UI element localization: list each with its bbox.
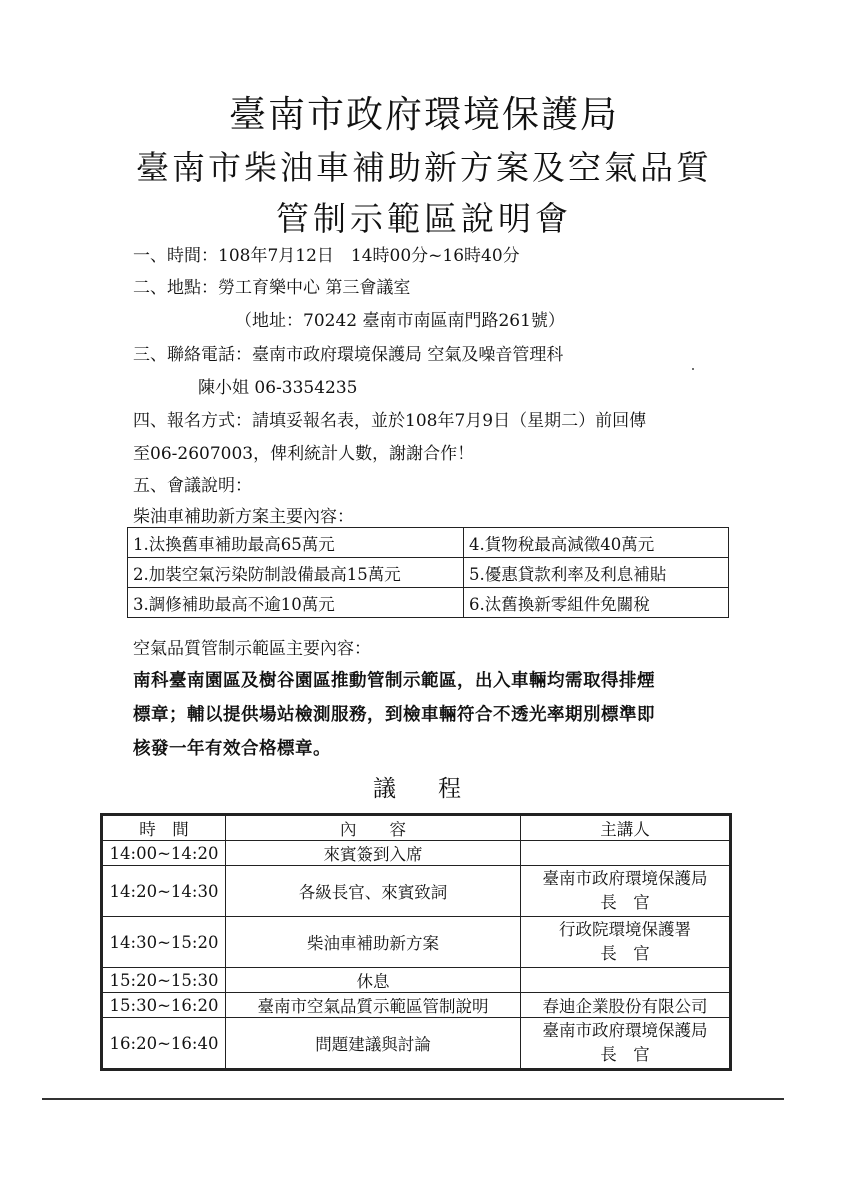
agenda-content: 各級長官、來賓致詞 <box>226 866 521 917</box>
event-title-line2: 管制示範區說明會 <box>276 199 572 238</box>
table-row <box>128 558 729 588</box>
agenda-speaker <box>521 968 731 993</box>
info-time: 一、時間：108年7月12日 14時00分~16時40分 <box>133 246 520 266</box>
table-row <box>128 588 729 618</box>
agenda-time: 15:30~16:20 <box>102 993 226 1018</box>
info-address: （地址：70242 臺南市南區南門路261號） <box>235 311 565 331</box>
speaker-org: 行政院環境保護署 <box>559 920 691 939</box>
agenda-time: 15:20~15:30 <box>102 968 226 993</box>
zone-text-line1: 南科臺南園區及樹谷園區推動管制示範區，出入車輛均需取得排煙 <box>133 671 655 691</box>
info-signup-line2: 至06-2607003，俾利統計人數，謝謝合作！ <box>133 444 475 464</box>
footer-divider <box>42 1098 784 1100</box>
scan-speck <box>692 368 694 370</box>
table-row <box>102 841 731 866</box>
agenda-content: 休息 <box>226 968 521 993</box>
table-row <box>102 866 731 917</box>
agenda-speaker <box>521 917 731 968</box>
subsidy-heading: 柴油車補助新方案主要內容： <box>133 507 354 527</box>
agenda-time: 14:30~15:20 <box>102 917 226 968</box>
info-contact: 三、聯絡電話：臺南市政府環境保護局 空氣及噪音管理科 <box>133 345 564 365</box>
speaker-org: 臺南市政府環境保護局 <box>542 1021 708 1040</box>
event-title-line1: 臺南市柴油車補助新方案及空氣品質 <box>136 148 712 187</box>
speaker-title: 長 官 <box>600 944 650 963</box>
agenda-content: 來賓簽到入席 <box>226 841 521 866</box>
agenda-content: 問題建議與討論 <box>226 1018 521 1070</box>
agenda-time: 14:00~14:20 <box>102 841 226 866</box>
info-signup-line1: 四、報名方式：請填妥報名表，並於108年7月9日（星期二）前回傳 <box>133 411 647 431</box>
agenda-speaker <box>521 866 731 917</box>
agenda-time: 14:20~14:30 <box>102 866 226 917</box>
agenda-speaker <box>521 841 731 866</box>
agenda-speaker <box>521 993 731 1018</box>
agenda-table <box>100 813 732 1071</box>
table-cell: 1.汰換舊車補助最高65萬元 <box>128 528 464 558</box>
agenda-content: 柴油車補助新方案 <box>226 917 521 968</box>
table-row <box>102 968 731 993</box>
agenda-speaker <box>521 1018 731 1070</box>
table-row <box>128 528 729 558</box>
info-place: 二、地點：勞工育樂中心 第三會議室 <box>133 278 411 298</box>
header-content: 內 容 <box>226 815 521 841</box>
zone-text-line2: 標章；輔以提供場站檢測服務，到檢車輛符合不透光率期別標準即 <box>133 705 655 725</box>
subsidy-table <box>127 527 729 618</box>
agenda-header-row <box>102 815 731 841</box>
speaker-title: 長 官 <box>600 1045 650 1064</box>
org-title: 臺南市政府環境保護局 <box>229 93 619 136</box>
table-cell: 5.優惠貸款利率及利息補貼 <box>464 558 729 588</box>
table-cell: 2.加裝空氣污染防制設備最高15萬元 <box>128 558 464 588</box>
table-cell: 3.調修補助最高不逾10萬元 <box>128 588 464 618</box>
zone-text-line3: 核發一年有效合格標章。 <box>133 739 331 759</box>
agenda-time: 16:20~16:40 <box>102 1018 226 1070</box>
table-row <box>102 917 731 968</box>
info-description: 五、會議說明： <box>133 476 252 496</box>
speaker-title: 長 官 <box>600 893 650 912</box>
table-cell: 4.貨物稅最高減徵40萬元 <box>464 528 729 558</box>
speaker-org: 春迪企業股份有限公司 <box>542 997 708 1016</box>
header-time: 時 間 <box>102 815 226 841</box>
speaker-org: 臺南市政府環境保護局 <box>542 869 708 888</box>
info-contact-person: 陳小姐 06-3354235 <box>198 378 358 398</box>
table-row <box>102 1018 731 1070</box>
table-row <box>102 993 731 1018</box>
agenda-content: 臺南市空氣品質示範區管制說明 <box>226 993 521 1018</box>
table-cell: 6.汰舊換新零組件免關稅 <box>464 588 729 618</box>
agenda-title: 議程 <box>373 776 503 802</box>
header-speaker: 主講人 <box>521 815 731 841</box>
zone-heading: 空氣品質管制示範區主要內容： <box>133 639 371 659</box>
